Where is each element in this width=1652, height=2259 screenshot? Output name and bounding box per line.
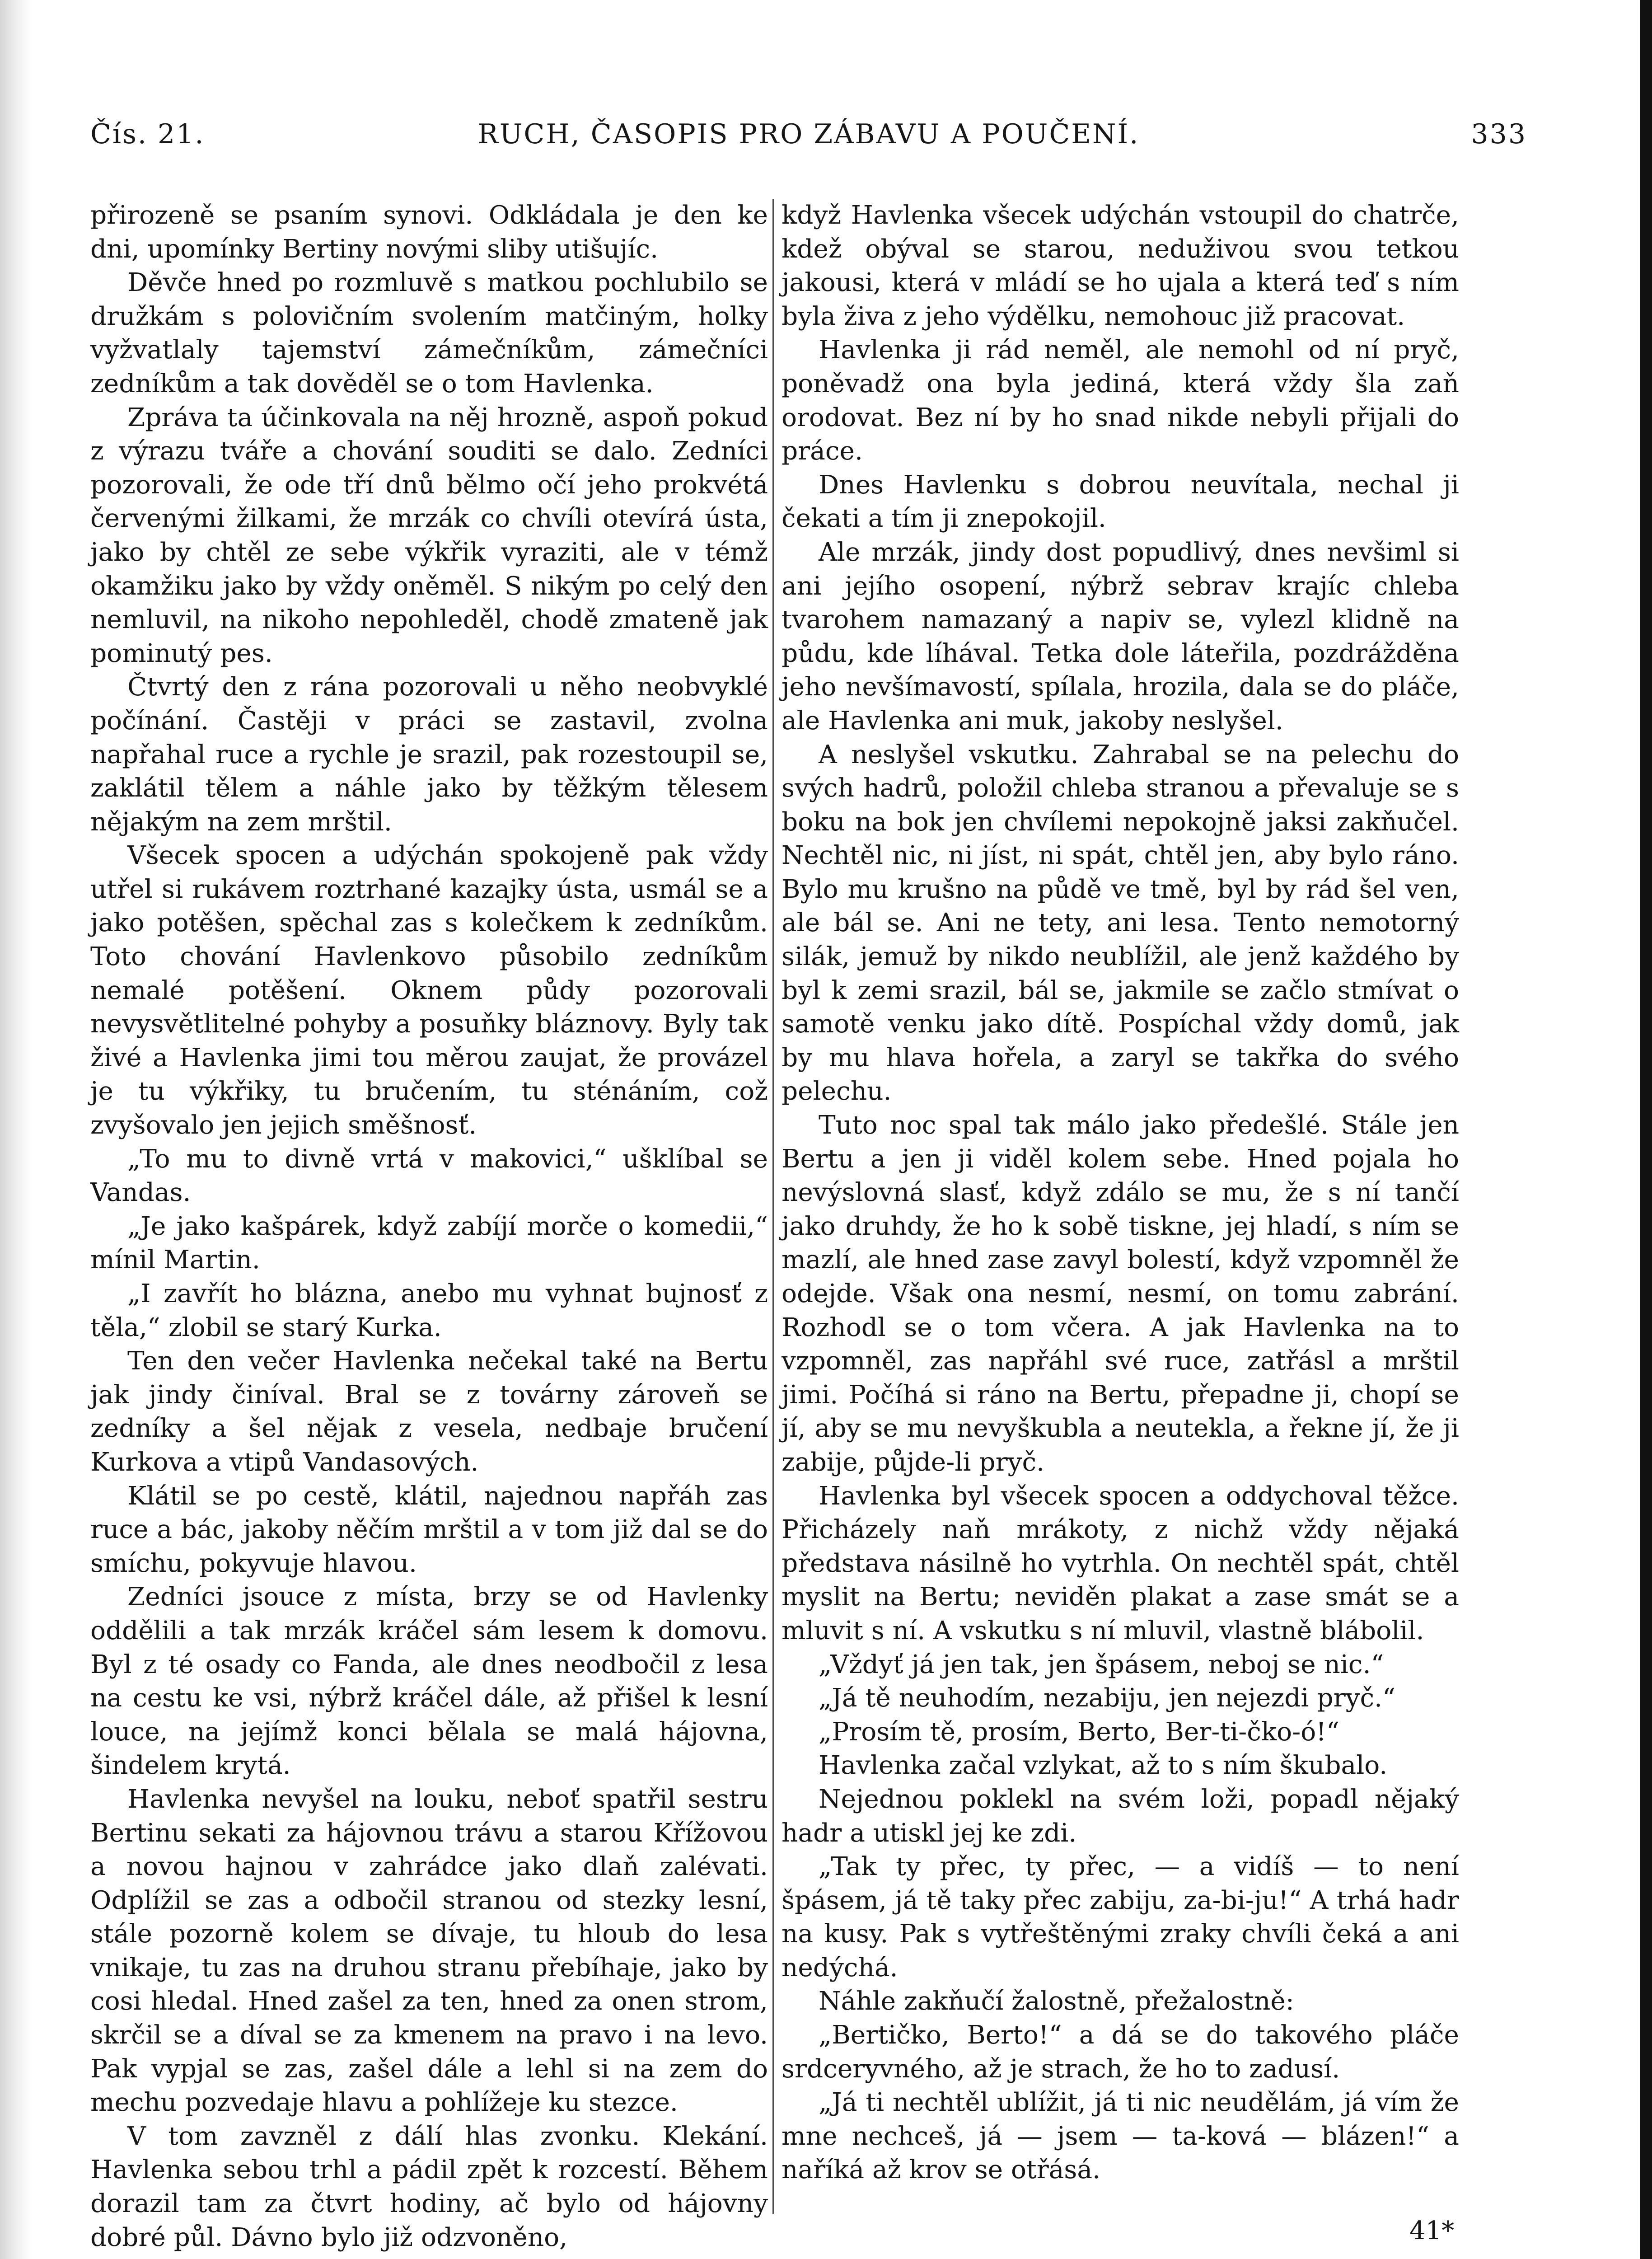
page-edge-dark — [1640, 0, 1652, 2259]
page-number: 333 — [1471, 118, 1527, 150]
paragraph: Zpráva ta účinkovala na něj hrozně, aspoň pokud z výrazu tváře a chování souditi se dalo. Zedníci pozorovali, že ode tří dnů bělmo očí jeho prokvétá červenými žilkami, že mrzák co chvíli otevírá ústa, jako by chtěl ze sebe výkřik vyraziti, ale v témž okamžiku jako by vždy oněměl. S nikým po celý den nemluvil, na nikoho nepohleděl, chodě zmateně jak pominutý pes. — [90, 403, 768, 668]
paragraph: „To mu to divně vrtá v makovici,“ ušklíbal se Vandas. — [90, 1144, 768, 1208]
paragraph: Dnes Havlenku s dobrou neuvítala, nechal ji čekati a tím ji znepokojil. — [782, 470, 1459, 534]
paragraph: když Havlenka všecek udýchán vstoupil do chatrče, kdež obýval se starou, neduživou svou tetkou jakousi, která v mládí se ho ujala a která teď s ním byla živa z jeho výdělku, nemohouc již pracovat. — [782, 201, 1459, 331]
paragraph: Děvče hned po rozmluvě s matkou pochlubilo se družkám s polovičním svolením matčiným, holky vyžvatlaly tajemství zámečníkům, zámečníci zedníkům a tak dověděl se o tom Havlenka. — [90, 268, 768, 398]
right-column — [782, 199, 1459, 2187]
paragraph: Nejednou poklekl na svém loži, popadl nějaký hadr a utiskl jej ke zdi. — [782, 1784, 1459, 1848]
running-header — [90, 118, 1527, 159]
paragraph: „Je jako kašpárek, když zabíjí morče o komedii,“ mínil Martin. — [90, 1211, 768, 1275]
column-divider — [772, 199, 774, 2214]
paragraph: „Já tě neuhodím, nezabiju, jen nejezdi pryč.“ — [819, 1683, 1395, 1713]
paragraph: Všecek spocen a udýchán spokojeně pak vždy utřel si rukávem roztrhané kazajky ústa, usmál se a jako potěšen, spěchal zas s kolečkem k zedníkům. Toto chování Havlenkovo působilo zedníkům nemalé potěšení. Oknem půdy pozorovali nevysvětlitelné pohyby a posuňky bláznovy. Byly tak živé a Havlenka jimi tou měrou zaujat, že provázel je tu výkřiky, tu bručením, tu sténáním, což zvyšovalo jen jejich směšnosť. — [90, 841, 768, 1140]
paragraph: „Vždyť já jen tak, jen špásem, neboj se nic.“ — [819, 1650, 1384, 1679]
paragraph: Havlenka nevyšel na louku, neboť spatřil sestru Bertinu sekati za hájovnou trávu a starou Křížovou a novou hajnou v zahrádce jako dlaň zalévati. Odplížil se zas a odbočil stranou od stezky lesní, stále pozorně kolem se dívaje, tu hloub do lesa vnikaje, tu zas na druhou stranu přebíhaje, jako by cosi hledal. Hned zašel za ten, hned za onen strom, skrčil se a díval se za kmenem na pravo i na levo. Pak vypjal se zas, zašel dále a lehl si na zem do mechu pozvedaje hlavu a pohlížeje ku stezce. — [90, 1784, 768, 2118]
paragraph: Tuto noc spal tak málo jako předešlé. Stále jen Bertu a jen ji viděl kolem sebe. Hned pojala ho nevýslovná slasť, když zdálo se mu, že s ní tančí jako druhdy, že ho k sobě tiskne, jej hladí, s ním se mazlí, ale hned zase zavyl bolestí, když vzpomněl že odejde. Však ona nesmí, nesmí, on tomu zabrání. Rozhodl se o tom včera. A jak Havlenka na to vzpomněl, zas napřáhl své ruce, zatřásl a mrštil jimi. Počíhá si ráno na Bertu, přepadne ji, chopí se jí, aby se mu nevyškubla a neutekla, a řekne jí, že ji zabije, půjde-li pryč. — [782, 1111, 1459, 1477]
paragraph: Havlenka začal vzlykat, až to s ním škubalo. — [819, 1751, 1388, 1781]
paragraph: Ale mrzák, jindy dost popudlivý, dnes nevšiml si ani jejího osopení, nýbrž sebrav krajíc chleba tvarohem namazaný a napiv se, vylezl klidně na půdu, kde líhával. Tetka dole láteřila, pozdrážděna jeho nevšímavostí, spílala, hrozila, dala se do pláče, ale Havlenka ani muk, jakoby neslyšel. — [782, 537, 1459, 736]
paragraph: A neslyšel vskutku. Zahrabal se na pelechu do svých hadrů, položil chleba stranou a převaluje se s boku na bok jen chvílemi nepokojně jaksi zakňučel. Nechtěl nic, ni jíst, ni spát, chtěl jen, aby bylo ráno. Bylo mu krušno na půdě ve tmě, byl by rád šel ven, ale bál se. Ani ne tety, ani lesa. Tento nemotorný silák, jemuž by nikdo neublížil, ale jenž každého by byl k zemi srazil, bál se, jakmile se začlo stmívat o samotě venku jako dítě. Pospíchal vždy domů, jak by mu hlava hořela, a zaryl se takřka do svého pelechu. — [782, 740, 1459, 1106]
paragraph: „Bertičko, Berto!“ a dá se do takového pláče srdceryvného, až je strach, že ho to zadusí. — [782, 2020, 1459, 2084]
paragraph: „Já ti nechtěl ublížit, já ti nic neudělám, já vím že mne nechceš, já — jsem — ta-ková — blázen!“ a naříká až krov se otřásá. — [782, 2088, 1459, 2185]
paragraph: Klátil se po cestě, klátil, najednou napřáh zas ruce a bác, jakoby něčím mrštil a v tom již dal se do smíchu, pokyvuje hlavou. — [90, 1481, 768, 1578]
journal-title: RUCH, ČASOPIS PRO ZÁBAVU A POUČENÍ. — [477, 118, 1140, 150]
paragraph: Čtvrtý den z rána pozorovali u něho neobvyklé počínání. Častěji v práci se zastavil, zvolna napřahal ruce a rychle je srazil, pak rozestoupil se, zaklátil tělem a náhle jako by těžkým tělesem nějakým na zem mrštil. — [90, 672, 768, 837]
paragraph: Havlenka ji rád neměl, ale nemohl od ní pryč, poněvadž ona byla jediná, která vždy šla zaň orodovat. Bez ní by ho snad nikde nebyli přijali do práce. — [782, 335, 1459, 466]
paragraph: „Prosím tě, prosím, Berto, Ber-ti-čko-ó!“ — [819, 1717, 1339, 1747]
paragraph: „I zavřít ho blázna, anebo mu vyhnat bujnosť z těla,“ zlobil se starý Kurka. — [90, 1279, 768, 1342]
page-edge-shadow — [0, 0, 32, 2259]
issue-number: Čís. 21. — [90, 118, 205, 150]
paragraph: Náhle zakňučí žalostně, přežalostně: — [819, 1987, 1294, 2016]
paragraph: V tom zavzněl z dálí hlas zvonku. Klekání. Havlenka sebou trhl a pádil zpět k rozcestí. Během dorazil tam za čtvrt hodiny, ač bylo od hájovny dobré půl. Dávno bylo již odzvoněno, — [90, 2121, 768, 2252]
paragraph: Zedníci jsouce z místa, brzy se od Havlenky oddělili a tak mrzák kráčel sám lesem k domovu. Byl z té osady co Fanda, ale dnes neodbočil z lesa na cestu ke vsi, nýbrž kráčel dále, až přišel k lesní louce, na jejímž konci bělala se malá hájovna, šindelem krytá. — [90, 1582, 768, 1781]
paragraph: přirozeně se psaním synovi. Odkládala je den ke dni, upomínky Bertiny novými sliby utišujíc. — [90, 201, 768, 264]
paragraph: Havlenka byl všecek spocen a oddychoval těžce. Přicházely naň mrákoty, z nichž vždy nějaká představa násilně ho vytrhla. On nechtěl spát, chtěl myslit na Bertu; neviděn plakat a zase smát se a mluvit s ní. A vskutku s ní mluvil, vlastně blábolil. — [782, 1481, 1459, 1645]
signature-mark: 41* — [1409, 2216, 1455, 2245]
paragraph: „Tak ty přec, ty přec, — a vidíš — to není špásem, já tě taky přec zabiju, za-bi-ju!“ A trhá hadr na kusy. Pak s vytřeštěnými zraky chvíli čeká a ani nedýchá. — [782, 1852, 1459, 1982]
paragraph: Ten den večer Havlenka nečekal také na Bertu jak jindy činíval. Bral se z továrny zároveň se zedníky a šel nějak z vesela, nedbaje bručení Kurkova a vtipů Vandasových. — [90, 1346, 768, 1477]
left-column — [90, 199, 768, 2254]
